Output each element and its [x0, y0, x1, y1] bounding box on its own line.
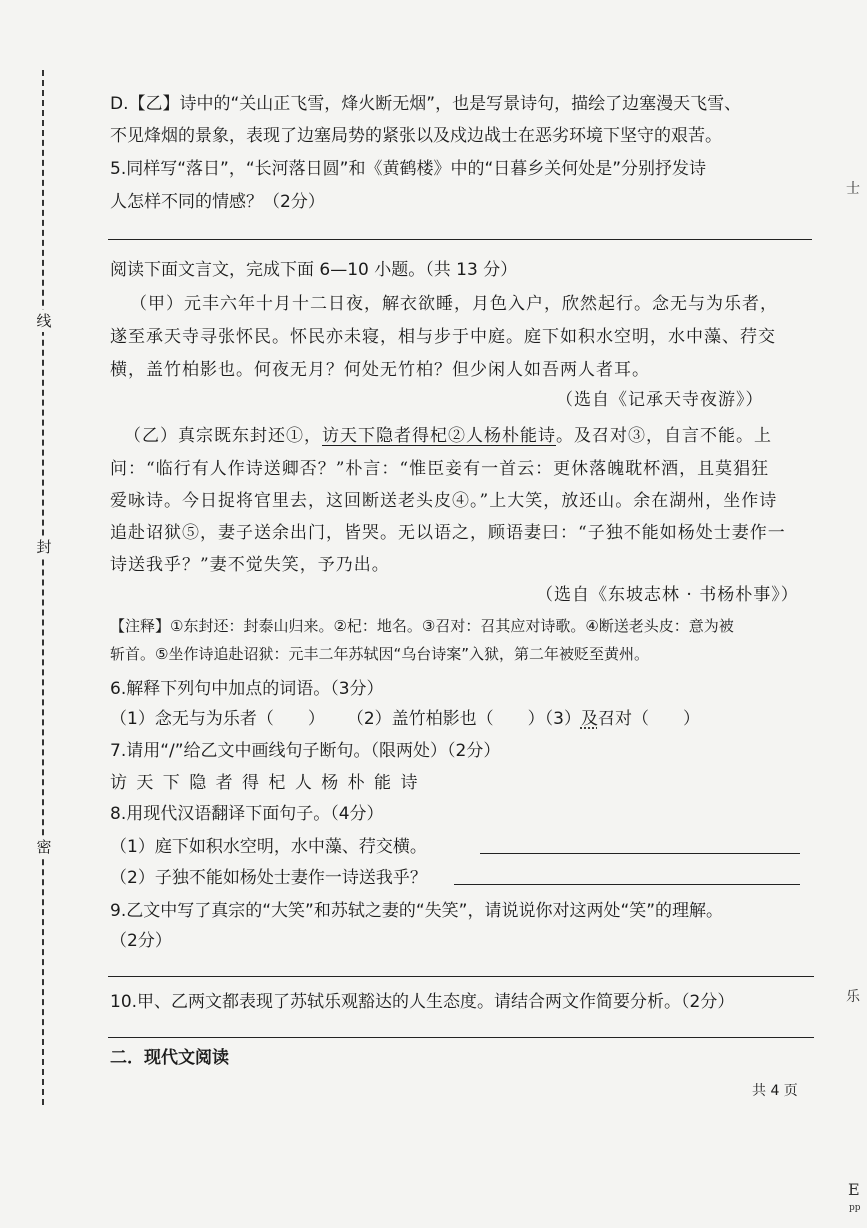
q8-item1: （1）庭下如积水空明，水中藻、荇交横。 [110, 837, 427, 857]
q6-item3-close: ） [682, 709, 700, 729]
q6-item3-number: （3） [544, 709, 581, 729]
q10-line1: 10.甲、乙两文都表现了苏轼乐观豁达的人生态度。请结合两文作简要分析。（2分） [110, 992, 735, 1012]
q6-item1: （1）念无与为乐者（ [110, 709, 274, 729]
passage-b-line5: 诗送我乎？”妻不觉失笑，予乃出。 [110, 555, 390, 575]
q9-line1: 9.乙文中写了真宗的“大笑”和苏轼之妻的“失笑”，请说说你对这两处“笑”的理解。 [110, 901, 724, 921]
passage-b-line3: 爱咏诗。今日捉将官里去，这回断送老头皮④。”上大笑，放还山。余在湖州，坐作诗 [110, 491, 778, 511]
passage-b-underlined-sentence: 访天下隐者得杞②人杨朴能诗 [322, 426, 556, 446]
q4-option-d-line2: 不见烽烟的景象，表现了边塞局势的紧张以及戍边战士在恶劣环境下坚守的艰苦。 [110, 126, 722, 146]
passage-a-source: （选自《记承天寺夜游》） [556, 390, 764, 410]
edge-mark-top: 士 [846, 181, 860, 197]
page-number: 共 4 页 [752, 1083, 798, 1099]
q4-option-d-line1: D.【乙】诗中的“关山正飞雪，烽火断无烟”，也是写景诗句，描绘了边塞漫天飞雪、 [110, 94, 742, 114]
q7-prompt: 7.请用“/”给乙文中画线句子断句。（限两处）（2分） [110, 741, 501, 761]
edge-mark-mid: 乐 [846, 989, 860, 1005]
passage-b-line2: 问：“临行有人作诗送卿否？”朴言：“惟臣妾有一首云：更休落魄耽杯酒，且莫猖狂 [110, 459, 770, 479]
q5-line1: 5.同样写“落日”，“长河落日圆”和《黄鹤楼》中的“日暮乡关何处是”分别抒发诗 [110, 159, 707, 179]
notes-line2: 斩首。⑤坐作诗追赴诏狱：元丰二年苏轼因“乌台诗案”入狱，第二年被贬至黄州。 [110, 645, 649, 663]
q10-answer-line[interactable] [108, 1037, 814, 1038]
passage-a-line1: （甲）元丰六年十月十二日夜，解衣欲睡，月色入户，欣然起行。念无与为乐者， [130, 294, 778, 314]
q8-prompt: 8.用现代汉语翻译下面句子。（4分） [110, 804, 384, 824]
q6-item2: （2）盖竹柏影也（ [346, 709, 494, 729]
passage-b-line4: 追赴诏狱⑤，妻子送余出门，皆哭。无以语之，顾语妻曰：“子独不能如杨处士妻作一 [110, 523, 786, 543]
q6-item1-close: ） [307, 709, 325, 729]
binding-dashed-line [42, 70, 44, 1105]
passage-b-line1-end: 。及召对③，自言不能。上 [556, 426, 772, 446]
q6-item3-dotted-word: 及 [580, 709, 598, 729]
gutter-label-secret: 密 [36, 838, 52, 856]
gutter-label-seal: 封 [36, 538, 52, 556]
q5-line2: 人怎样不同的情感？（2分） [110, 192, 325, 212]
q6-prompt: 6.解释下列句中加点的词语。（3分） [110, 679, 384, 699]
section-2-heading: 二．现代文阅读 [110, 1048, 229, 1068]
notes-line1: 【注释】①东封还：封泰山归来。②杞：地名。③召对：召其应对诗歌。④断送老头皮：意为被 [110, 617, 734, 635]
q8-item2: （2）子独不能如杨处士妻作一诗送我乎？ [110, 868, 427, 888]
gutter-label-line: 线 [36, 312, 52, 330]
passage-b-source: （选自《东坡志林 · 书杨朴事》） [536, 585, 799, 605]
q7-sentence[interactable]: 访 天 下 隐 者 得 杞 人 杨 朴 能 诗 [110, 773, 420, 793]
passage-a-line2: 遂至承天寺寻张怀民。怀民亦未寝，相与步于中庭。庭下如积水空明，水中藻、荇交 [110, 327, 776, 347]
q6-items [110, 707, 700, 731]
q5-answer-line[interactable] [108, 239, 812, 240]
edge-mark-bottom: pp [849, 1203, 861, 1213]
q9-answer-line[interactable] [108, 976, 814, 977]
passage-a-line3: 横，盖竹柏影也。何夜无月？何处无竹柏？但少闲人如吾两人者耳。 [110, 360, 650, 380]
passage-b-line1 [124, 424, 772, 448]
q6-item3-rest: 召对（ [597, 709, 649, 729]
edge-mark-low: E [848, 1180, 860, 1199]
classical-section-heading: 阅读下面文言文，完成下面 6—10 小题。（共 13 分） [110, 260, 518, 280]
q6-item2-close: ） [527, 709, 545, 729]
q9-line2: （2分） [110, 931, 172, 951]
q8-answer-line-2[interactable] [454, 884, 800, 885]
q8-answer-line-1[interactable] [480, 853, 800, 854]
passage-b-line1-start: （乙）真宗既东封还①， [124, 426, 322, 446]
